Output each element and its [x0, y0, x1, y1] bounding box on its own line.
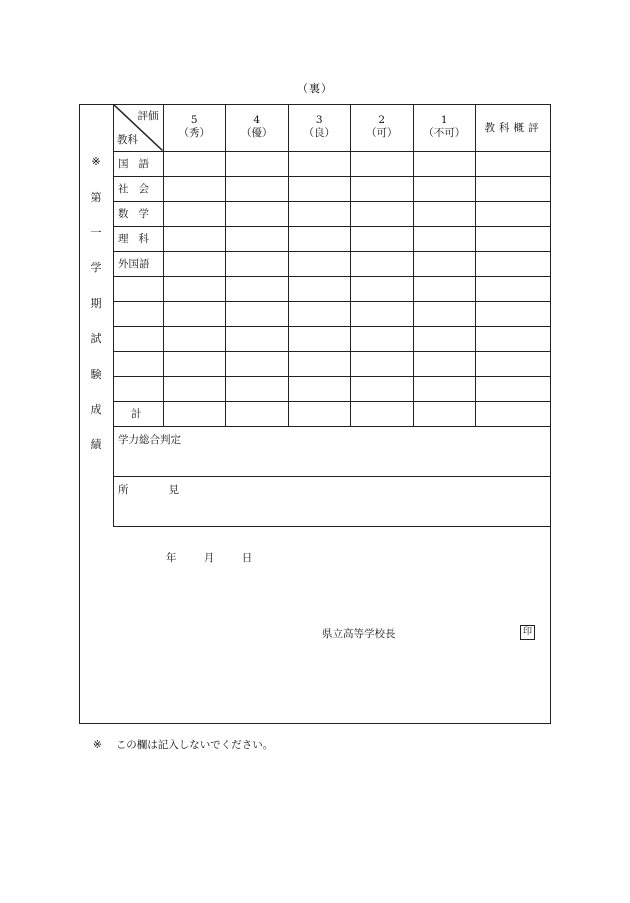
grade-text: （優） [241, 127, 273, 140]
date-line [166, 550, 276, 565]
grade-entry-cell [163, 351, 226, 376]
grade-entry-cell [163, 276, 226, 301]
subject-row [113, 201, 551, 226]
review-entry-cell [476, 176, 552, 201]
grade-text: （可） [366, 127, 398, 140]
page-label: （裏） [297, 82, 333, 95]
grade-entry-cell [163, 251, 226, 276]
subject-review-header: 教科概評 [476, 104, 552, 151]
subject-row [113, 276, 551, 301]
grade-entry-cell [226, 251, 289, 276]
total-row [113, 401, 551, 426]
grade-entry-cell [351, 151, 414, 176]
subject-name-cell [113, 301, 163, 326]
grade-entry-cell [351, 401, 414, 426]
grade-number: 3 [315, 114, 323, 127]
grade-entry-cell [351, 376, 414, 401]
grade-entry-cell [288, 151, 351, 176]
grade-entry-cell [413, 251, 476, 276]
grade-entry-cell [288, 176, 351, 201]
review-entry-cell [476, 201, 552, 226]
review-entry-cell [476, 226, 552, 251]
footnote [93, 737, 273, 752]
grade-entry-cell [351, 326, 414, 351]
principal-title: 県立高等学校長 [322, 628, 396, 640]
grade-entry-cell [413, 401, 476, 426]
header-row [113, 104, 551, 151]
subject-row [113, 226, 551, 251]
grade-text: （秀） [178, 127, 210, 140]
grade-entry-cell [351, 226, 414, 251]
grade-header-5 [163, 104, 226, 151]
grade-text: （不可） [423, 127, 466, 140]
subject-row [113, 251, 551, 276]
subject-row [113, 151, 551, 176]
grade-number: 2 [378, 114, 386, 127]
grade-entry-cell [226, 301, 289, 326]
subject-name-cell: 外国語 [113, 251, 163, 276]
grade-entry-cell [351, 251, 414, 276]
note-text: この欄は記入しないでください。 [115, 739, 274, 751]
grade-entry-cell [288, 251, 351, 276]
grade-entry-cell [226, 376, 289, 401]
grade-entry-cell [351, 201, 414, 226]
grade-entry-cell [288, 351, 351, 376]
subject-name-cell: 計 [113, 401, 163, 426]
grade-entry-cell [163, 176, 226, 201]
grade-entry-cell [163, 151, 226, 176]
grade-entry-cell [288, 301, 351, 326]
overall-assessment-cell [113, 426, 551, 476]
grade-entry-cell [413, 376, 476, 401]
grade-entry-cell [413, 326, 476, 351]
remarks-row [113, 476, 551, 526]
side-label-char: 成 [90, 402, 102, 416]
grade-entry-cell [226, 151, 289, 176]
review-entry-cell [476, 301, 552, 326]
side-label-char: 験 [90, 367, 102, 381]
grade-entry-cell [163, 301, 226, 326]
evaluation-label: 評価 [137, 110, 159, 122]
grade-entry-cell [226, 226, 289, 251]
grade-entry-cell [413, 351, 476, 376]
subject-name-cell: 理科 [113, 226, 163, 251]
subject-row [113, 176, 551, 201]
subject-row [113, 301, 551, 326]
first-term-exam-results-label [79, 104, 114, 527]
grade-entry-cell [288, 376, 351, 401]
grade-entry-cell [226, 201, 289, 226]
seal-stamp: 印 [520, 625, 535, 640]
grade-entry-cell [351, 351, 414, 376]
grade-entry-cell [163, 401, 226, 426]
grade-entry-cell [226, 276, 289, 301]
review-entry-cell [476, 151, 552, 176]
grade-header-2 [351, 104, 414, 151]
subject-name-cell [113, 326, 163, 351]
overall-assessment-row [113, 426, 551, 476]
side-label-char: 試 [90, 332, 102, 346]
grade-entry-cell [288, 401, 351, 426]
subject-name-cell [113, 276, 163, 301]
grades-table [113, 104, 551, 527]
grade-entry-cell [351, 276, 414, 301]
grade-entry-cell [226, 326, 289, 351]
subject-row [113, 326, 551, 351]
side-label-char: ※ [91, 155, 101, 169]
subject-name-cell [113, 376, 163, 401]
month-label: 月 [203, 552, 215, 564]
grade-header-3 [288, 104, 351, 151]
grade-text: （良） [303, 127, 335, 140]
review-entry-cell [476, 351, 552, 376]
grade-entry-cell [163, 326, 226, 351]
subject-name-cell: 数学 [113, 201, 163, 226]
grade-entry-cell [163, 201, 226, 226]
grade-entry-cell [413, 151, 476, 176]
grade-entry-cell [288, 226, 351, 251]
subject-name-cell [113, 351, 163, 376]
grade-entry-cell [413, 226, 476, 251]
year-label: 年 [166, 552, 177, 564]
side-label-char: 第 [90, 190, 102, 204]
grade-entry-cell [413, 276, 476, 301]
day-label: 日 [241, 552, 253, 564]
grade-entry-cell [288, 276, 351, 301]
grade-entry-cell [413, 176, 476, 201]
grade-number: 4 [253, 114, 261, 127]
remarks-label: 所見 [118, 483, 219, 496]
grade-number: 5 [190, 114, 198, 127]
subject-row [113, 351, 551, 376]
review-entry-cell [476, 251, 552, 276]
side-label-char: 期 [90, 296, 102, 310]
review-entry-cell [476, 326, 552, 351]
review-entry-cell [476, 401, 552, 426]
subject-name-cell: 国語 [113, 151, 163, 176]
review-entry-cell [476, 376, 552, 401]
note-mark: ※ [93, 739, 102, 751]
grade-entry-cell [226, 176, 289, 201]
subject-name-cell: 社会 [113, 176, 163, 201]
grade-entry-cell [351, 301, 414, 326]
grade-entry-cell [413, 201, 476, 226]
grade-header-4 [226, 104, 289, 151]
grade-entry-cell [288, 326, 351, 351]
remarks-cell [113, 476, 551, 526]
overall-assessment-label: 学力総合判定 [118, 433, 181, 446]
grade-entry-cell [226, 351, 289, 376]
grade-entry-cell [226, 401, 289, 426]
side-label-char: 一 [90, 226, 102, 240]
grade-entry-cell [288, 201, 351, 226]
grade-header-1 [413, 104, 476, 151]
grade-entry-cell [351, 176, 414, 201]
review-entry-cell [476, 276, 552, 301]
corner-header-cell [113, 104, 163, 151]
subject-label: 教科 [117, 133, 138, 146]
subject-row [113, 376, 551, 401]
grade-entry-cell [163, 376, 226, 401]
grade-number: 1 [440, 114, 448, 127]
side-label-char: 績 [90, 438, 102, 452]
side-label-char: 学 [90, 261, 102, 275]
grade-entry-cell [163, 226, 226, 251]
grade-entry-cell [413, 301, 476, 326]
